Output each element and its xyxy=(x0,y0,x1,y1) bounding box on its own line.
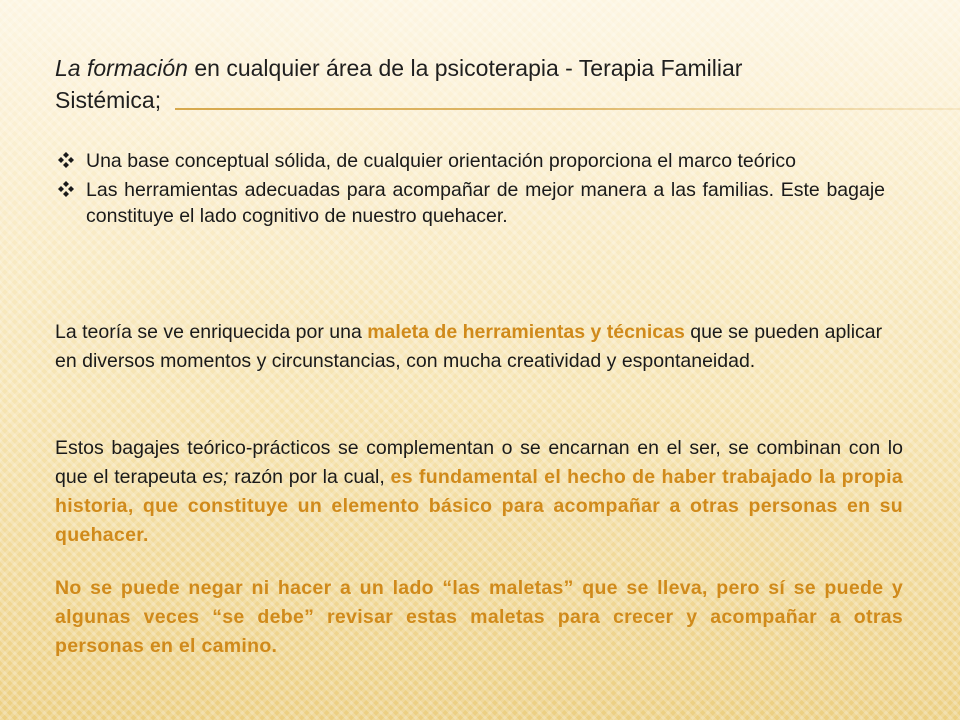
bullet-list xyxy=(55,148,885,232)
title-underline-divider xyxy=(175,108,960,110)
paragraph-theory xyxy=(55,318,903,376)
four-diamond-bullet-icon xyxy=(57,180,75,198)
paragraph-bagajes xyxy=(55,434,903,550)
bullet-text: Una base conceptual sólida, de cualquier orientación proporciona el marco teórico xyxy=(86,150,797,172)
paragraph-maletas: No se puede negar ni hacer a un lado “las maletas” que se lleva, pero sí se puede y algunas veces “se debe” revisar estas maletas para crecer y acompañar a otras personas en el camino. xyxy=(55,577,903,657)
highlight-text: es fundamental el hecho de haber trabajado la propia historia, que constituye un elemento básico para acompañar a otras personas en su quehacer. xyxy=(55,466,903,546)
title-text-line2: Sistémica; xyxy=(55,87,162,113)
slide-title xyxy=(55,52,895,116)
paragraph-text: que se pueden aplicar en diversos momentos y circunstancias, con mucha creatividad y espontaneidad. xyxy=(55,321,883,372)
four-diamond-bullet-icon xyxy=(57,151,75,169)
italic-text: es; xyxy=(202,466,229,488)
paragraph-text: La teoría se ve enriquecida por una xyxy=(55,321,368,343)
title-italic: La formación xyxy=(55,55,188,81)
paragraph-text: Estos bagajes teórico-prácticos se complementan o se encarnan en el ser, se combinan con lo que el terapeuta xyxy=(55,437,903,488)
highlight-text: maleta de herramientas y técnicas xyxy=(367,321,685,343)
bullet-text: Las herramientas adecuadas para acompañar de mejor manera a las familias. Este bagaje constituye el lado cognitivo de nuestro quehacer. xyxy=(86,179,885,227)
paragraph-text: razón por la cual, xyxy=(228,466,391,488)
title-text-line1: en cualquier área de la psicoterapia - Terapia Familiar xyxy=(187,55,743,81)
bullet-item xyxy=(55,177,885,229)
bullet-item xyxy=(55,148,885,174)
